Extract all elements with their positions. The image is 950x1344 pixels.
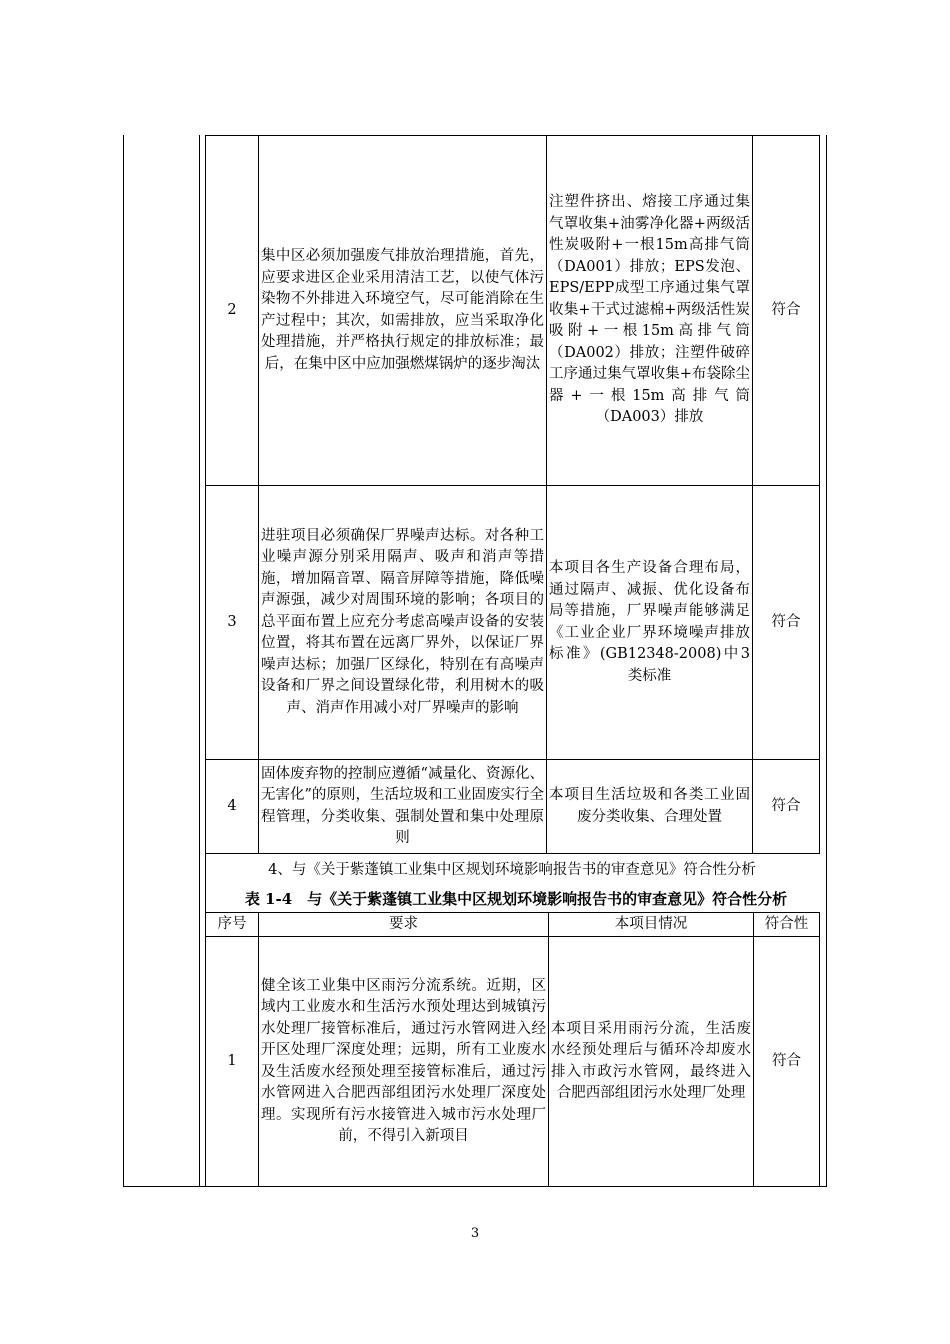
table-row bbox=[206, 937, 820, 1187]
situation-cell: 注塑件挤出、熔接工序通过集气罩收集+油雾净化器+两级活性炭吸附+一根15m高排气筒（DA001）排放；EPS发泡、EPS/EPP成型工序通过集气罩收集+干式过滤棉+两级活性炭吸附+一根15m高排气筒（DA002）排放；注塑件破碎工序通过集气罩收集+布袋除尘器+一根15m高排气筒（DA003）排放 bbox=[547, 136, 753, 486]
header-no: 序号 bbox=[206, 913, 259, 937]
row-number: 1 bbox=[206, 937, 259, 1187]
table-row bbox=[206, 760, 820, 854]
requirement-cell: 固体废弃物的控制应遵循“减量化、资源化、无害化”的原则，生活垃圾和工业固废实行全程管理，分类收集、强制处置和集中处理原则 bbox=[259, 760, 547, 854]
result-cell: 符合 bbox=[754, 937, 820, 1187]
frame-divider bbox=[199, 135, 200, 1187]
row-number: 4 bbox=[206, 760, 259, 854]
page-number: 3 bbox=[470, 1226, 480, 1241]
result-cell: 符合 bbox=[753, 760, 820, 854]
section-heading: 4、与《关于紫蓬镇工业集中区规划环境影响报告书的审查意见》符合性分析 bbox=[268, 862, 756, 878]
header-situation: 本项目情况 bbox=[549, 913, 754, 937]
situation-cell: 本项目采用雨污分流，生活废水经预处理后与循环冷却废水排入市政污水管网，最终进入合肥西部组团污水处理厂处理 bbox=[549, 937, 754, 1187]
row-number: 3 bbox=[206, 486, 259, 760]
table-header-row bbox=[206, 913, 820, 937]
requirement-cell: 进驻项目必须确保厂界噪声达标。对各种工业噪声源分别采用隔声、吸声和消声等措施，增加隔音罩、隔音屏障等措施，降低噪声源强，减少对周围环境的影响；各项目的总平面布置上应充分考虑高噪声设备的安装位置，将其布置在远离厂界外，以保证厂界噪声达标；加强厂区绿化，特别在有高噪声设备和厂界之间设置绿化带，利用树木的吸声、消声作用减小对厂界噪声的影响 bbox=[259, 486, 547, 760]
table-title: 表 1-4 与《关于紫蓬镇工业集中区规划环境影响报告书的审查意见》符合性分析 bbox=[244, 890, 788, 908]
requirement-cell: 集中区必须加强废气排放治理措施，首先，应要求进区企业采用清洁工艺，以使气体污染物不外排进入环境空气，尽可能消除在生产过程中；其次，如需排放，应当采取净化处理措施，并严格执行规定的排放标准；最后，在集中区中应加强燃煤锅炉的逐步淘汰 bbox=[259, 136, 547, 486]
compliance-table-continued bbox=[205, 135, 820, 854]
header-requirement: 要求 bbox=[259, 913, 549, 937]
table-row bbox=[206, 136, 820, 486]
result-cell: 符合 bbox=[753, 486, 820, 760]
row-number: 2 bbox=[206, 136, 259, 486]
compliance-table bbox=[205, 912, 820, 1187]
result-cell: 符合 bbox=[753, 136, 820, 486]
situation-cell: 本项目各生产设备合理布局，通过隔声、减振、优化设备布局等措施，厂界噪声能够满足《工业企业厂界环境噪声排放标准》(GB12348-2008)中3类标准 bbox=[547, 486, 753, 760]
header-result: 符合性 bbox=[754, 913, 820, 937]
table-row bbox=[206, 486, 820, 760]
situation-cell: 本项目生活垃圾和各类工业固废分类收集、合理处置 bbox=[547, 760, 753, 854]
requirement-cell: 健全该工业集中区雨污分流系统。近期，区域内工业废水和生活污水预处理达到城镇污水处理厂接管标准后，通过污水管网进入经开区处理厂深度处理；远期，所有工业废水及生活废水经预处理至接管标准后，通过污水管网进入合肥西部组团污水处理厂深度处理。实现所有污水接管进入城市污水处理厂前，不得引入新项目 bbox=[259, 937, 549, 1187]
